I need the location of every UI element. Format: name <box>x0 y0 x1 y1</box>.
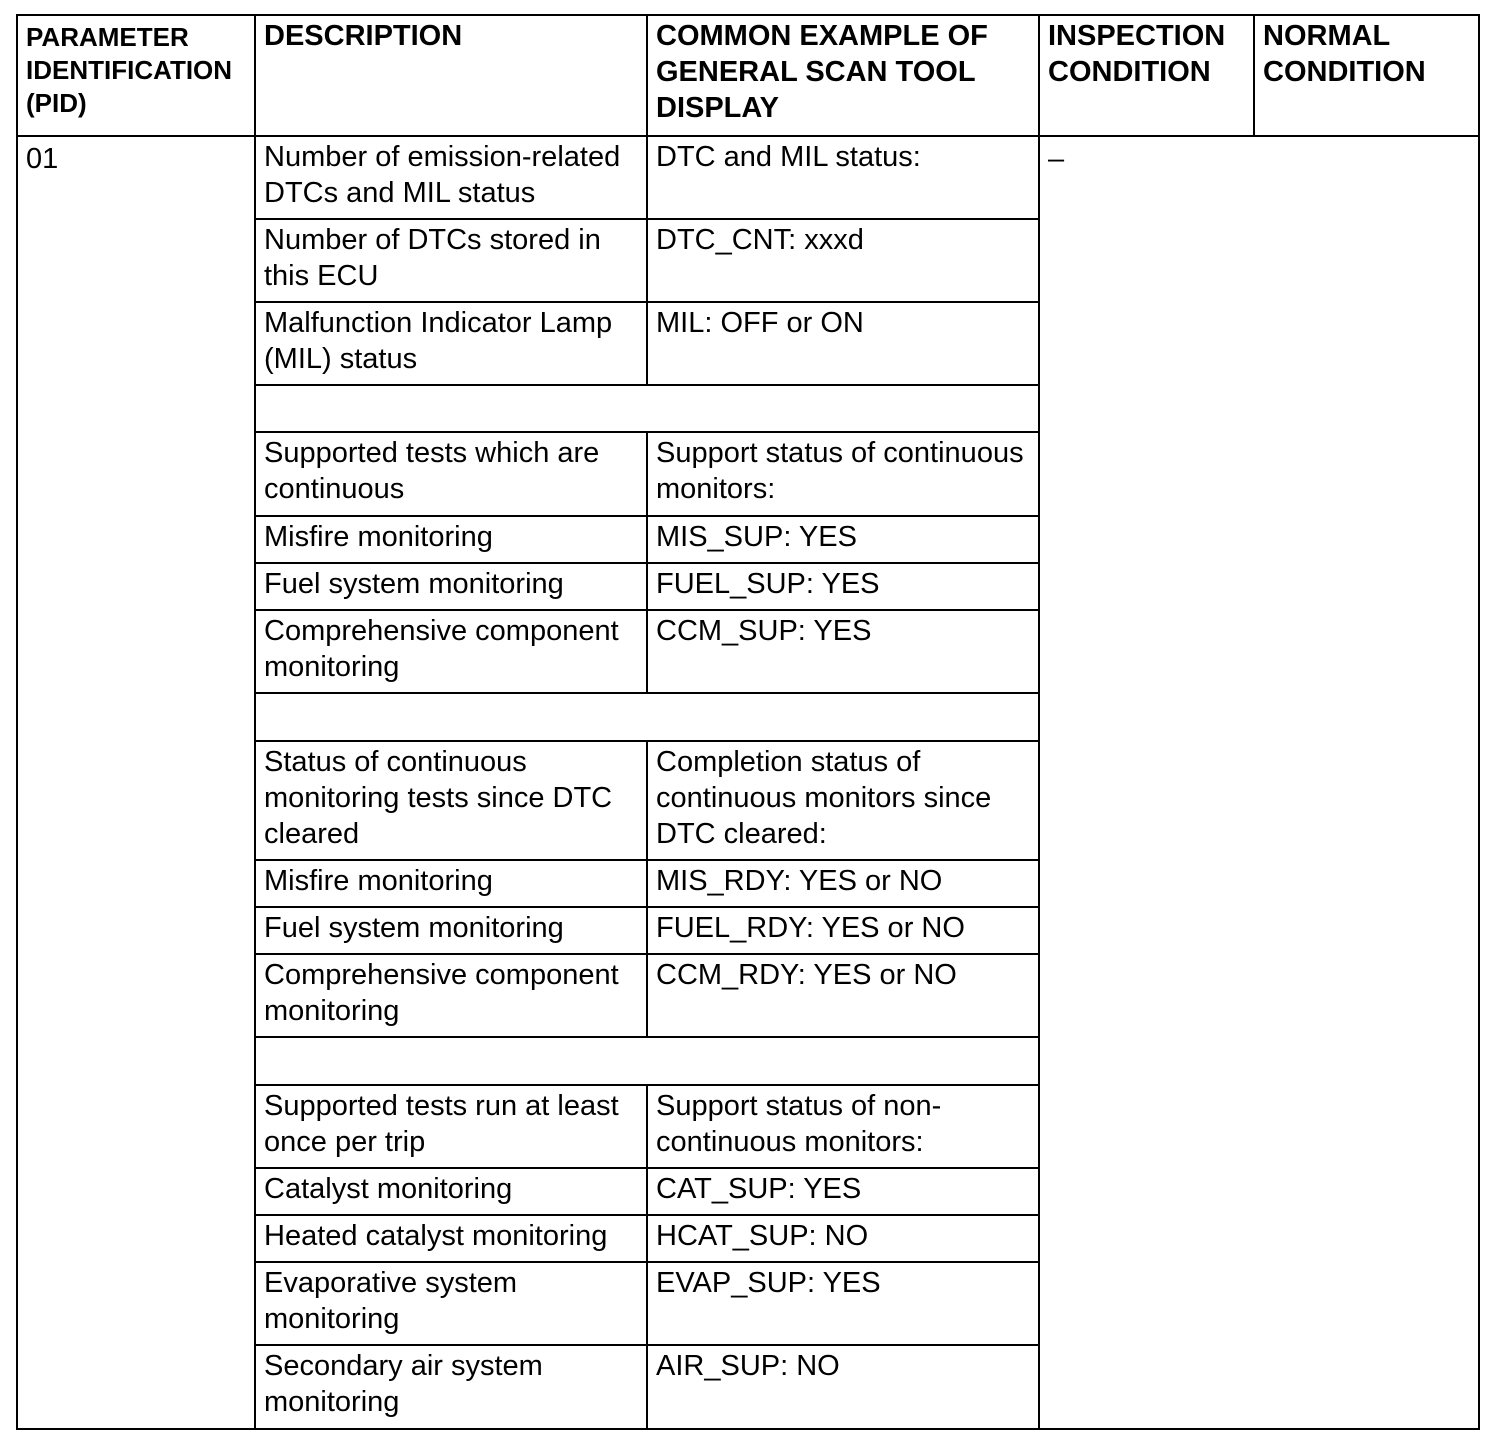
condition-value <box>1039 136 1479 1429</box>
row-display: DTC_CNT: xxxd <box>647 219 1039 302</box>
row-description: Evaporative system monitoring <box>255 1262 647 1345</box>
blank-cell <box>255 385 1039 432</box>
row-display: CCM_SUP: YES <box>647 610 1039 693</box>
row-description: Fuel system monitoring <box>255 907 647 954</box>
header-row <box>17 15 1479 136</box>
row-display: Completion status of continuous monitors since DTC cleared: <box>647 741 1039 860</box>
row-description: Comprehensive component monitoring <box>255 954 647 1037</box>
blank-cell <box>255 1037 1039 1085</box>
row-description: Status of continuous monitoring tests since DTC cleared <box>255 741 647 860</box>
row-description: Number of DTCs stored in this ECU <box>255 219 647 302</box>
header-inspection-condition: INSPECTION CONDITION <box>1039 15 1254 136</box>
row-description: Malfunction Indicator Lamp (MIL) status <box>255 302 647 385</box>
row-description: Number of emission-related DTCs and MIL status <box>255 136 647 219</box>
row-display: HCAT_SUP: NO <box>647 1215 1039 1262</box>
header-pid: PARAMETER IDENTIFICATION (PID) <box>17 15 255 136</box>
row-display: EVAP_SUP: YES <box>647 1262 1039 1345</box>
row-display: Support status of non-continuous monitors: <box>647 1085 1039 1168</box>
row-display: MIL: OFF or ON <box>647 302 1039 385</box>
row-display: AIR_SUP: NO <box>647 1345 1039 1429</box>
pid-table <box>16 14 1480 1430</box>
row-description: Comprehensive component monitoring <box>255 610 647 693</box>
row-description: Misfire monitoring <box>255 516 647 563</box>
row-display: FUEL_SUP: YES <box>647 563 1039 610</box>
row-description: Catalyst monitoring <box>255 1168 647 1215</box>
row-display: DTC and MIL status: <box>647 136 1039 219</box>
row-display: MIS_SUP: YES <box>647 516 1039 563</box>
row-description: Fuel system monitoring <box>255 563 647 610</box>
row-description: Heated catalyst monitoring <box>255 1215 647 1262</box>
row-display: Support status of continuous monitors: <box>647 432 1039 516</box>
pid-value: 01 <box>17 136 255 1429</box>
blank-cell <box>255 693 1039 741</box>
table-row <box>17 136 1479 219</box>
row-description: Secondary air system monitoring <box>255 1345 647 1429</box>
header-description: DESCRIPTION <box>255 15 647 136</box>
row-display: CCM_RDY: YES or NO <box>647 954 1039 1037</box>
header-normal-condition: NORMAL CONDITION <box>1254 15 1479 136</box>
row-description: Supported tests run at least once per trip <box>255 1085 647 1168</box>
condition-dash: – <box>1048 143 1065 175</box>
row-display: MIS_RDY: YES or NO <box>647 860 1039 907</box>
row-display: CAT_SUP: YES <box>647 1168 1039 1215</box>
header-scan-tool-display: COMMON EXAMPLE OF GENERAL SCAN TOOL DISPLAY <box>647 15 1039 136</box>
row-display: FUEL_RDY: YES or NO <box>647 907 1039 954</box>
row-description: Misfire monitoring <box>255 860 647 907</box>
row-description: Supported tests which are continuous <box>255 432 647 516</box>
